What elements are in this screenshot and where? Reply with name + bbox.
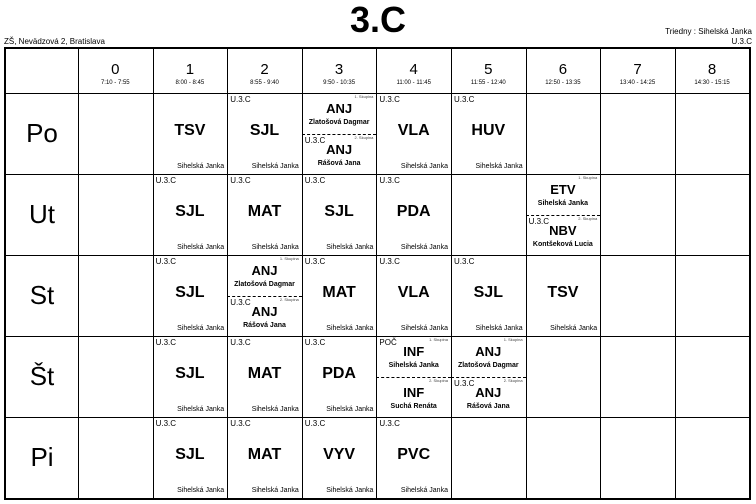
teacher-label: Sihelská Janka [177, 487, 225, 494]
period-number: 5 [484, 61, 493, 78]
group-note: 2. Skupina [354, 134, 374, 140]
subject-label: PVC [397, 446, 431, 463]
group-label: U.3.C [304, 257, 326, 266]
group-label: U.3.C [379, 95, 400, 104]
period-header [451, 49, 526, 93]
teacher-label: Sihelská Janka [251, 244, 299, 251]
teacher-label: Sihelská Janka [326, 406, 374, 413]
teacher-label: Sihelská Janka [326, 244, 374, 251]
group-label: U.3.C [155, 257, 177, 266]
subject-label: VYV [323, 446, 356, 463]
period-number: 3 [334, 61, 344, 78]
lesson-cell[interactable] [302, 336, 377, 417]
lesson-cell[interactable] [376, 336, 451, 417]
group-note: 1. Skupina [578, 175, 598, 180]
teacher-label: Zlatošová Dagmar [457, 362, 519, 369]
period-number: 7 [633, 61, 642, 78]
subject-label: NBV [549, 222, 577, 238]
grid-column-line [600, 49, 601, 498]
subject-label: INF [403, 384, 425, 400]
grid-column-line [675, 49, 676, 498]
group-note: 1. Skupina [503, 337, 523, 342]
group-label: U.3.C [230, 419, 251, 428]
subject-label: VLA [397, 284, 430, 301]
lesson-cell[interactable] [376, 417, 451, 498]
period-header [78, 49, 153, 93]
group-label: U.3.C [379, 419, 400, 428]
lesson-cell[interactable] [227, 255, 302, 336]
period-time: 9:50 - 10:35 [323, 80, 356, 86]
subject-label: SJL [175, 446, 205, 463]
group-label: U.3.C [454, 257, 475, 266]
teacher-label: Sihelská Janka [251, 406, 299, 413]
period-time: 12:50 - 13:35 [545, 80, 581, 86]
teacher-label: Sihelská Janka [400, 244, 448, 251]
lesson-cell[interactable] [227, 174, 302, 255]
teacher-label: Sihelská Janka [177, 163, 225, 170]
group-label: U.3.C [155, 176, 177, 185]
group-note: 1. Skupina [354, 94, 374, 99]
period-time: 7:10 - 7:55 [100, 80, 130, 86]
teacher-label: Sihelská Janka [400, 487, 448, 494]
lesson-cell[interactable] [376, 93, 451, 174]
subject-label: TSV [547, 284, 579, 301]
teacher-label: Sihelská Janka [400, 163, 448, 170]
page-title: 3.C [349, 0, 407, 40]
lesson-cell[interactable] [526, 255, 601, 336]
group-label: U.3.C [379, 257, 400, 266]
subject-label: VLA [397, 122, 430, 139]
period-header [526, 49, 601, 93]
group-note: 2. Skupina [279, 296, 299, 302]
subject-label: ETV [550, 182, 576, 197]
lesson-cell[interactable] [376, 174, 451, 255]
grid-column-line [78, 49, 79, 498]
group-note: 2. Skupina [503, 377, 523, 383]
lesson-cell[interactable] [227, 93, 302, 174]
period-header [302, 49, 377, 93]
group-label: U.3.C [304, 419, 326, 428]
subject-label: ANJ [251, 303, 278, 319]
lesson-cell[interactable] [302, 174, 377, 255]
teacher-label: Suchá Renáta [390, 402, 437, 410]
period-time: 14:30 - 15:15 [694, 80, 730, 86]
day-label: Št [29, 361, 55, 391]
group-note: 1. Skupina [429, 337, 448, 342]
group-label: U.3.C [230, 176, 251, 185]
class-room: U.3.C [731, 37, 752, 46]
teacher-label: Sihelská Janka [326, 487, 374, 494]
teacher-label: Sihelská Janka [550, 325, 598, 332]
subject-label: SJL [249, 122, 280, 139]
lesson-cell[interactable] [376, 255, 451, 336]
subject-label: MAT [322, 284, 356, 301]
teacher-label: Kontšeková Lucia [532, 240, 593, 248]
group-label: U.3.C [454, 378, 475, 388]
lesson-cell[interactable] [227, 417, 302, 498]
class-info [665, 27, 752, 47]
period-header [153, 49, 228, 93]
school-name: ZŠ, Nevädzová 2, Bratislava [4, 37, 105, 46]
period-number: 2 [260, 61, 269, 78]
period-number: 6 [558, 61, 568, 78]
teacher-label: Sihelská Janka [177, 406, 225, 413]
period-header [227, 49, 302, 93]
subject-label: SJL [175, 365, 205, 382]
group-note: 1. Skupina [279, 256, 299, 261]
day-label: Po [26, 118, 58, 148]
subject-label: TSV [174, 122, 206, 139]
group-label: U.3.C [230, 95, 251, 104]
subject-label: SJL [324, 203, 354, 220]
teacher-label: Zlatošová Dagmar [308, 119, 370, 126]
teacher-label: Sihelská Janka [326, 325, 374, 332]
subject-label: PDA [396, 203, 431, 220]
subject-label: HUV [471, 122, 506, 139]
group-label: U.3.C [155, 338, 177, 347]
period-time: 11:55 - 12:40 [470, 80, 506, 86]
teacher-label: Rášová Jana [466, 402, 510, 410]
subject-label: MAT [247, 365, 282, 382]
period-header [376, 49, 451, 93]
lesson-cell[interactable] [153, 255, 228, 336]
group-label: U.3.C [304, 338, 326, 347]
lesson-cell[interactable] [451, 255, 526, 336]
period-time: 11:00 - 11:45 [396, 80, 431, 86]
subject-label: SJL [473, 284, 503, 301]
lesson-cell[interactable] [302, 93, 377, 174]
subject-label: SJL [175, 203, 205, 220]
lesson-cell[interactable] [302, 417, 377, 498]
teacher-label: Sihelská Janka [400, 325, 448, 332]
group-label: U.3.C [304, 135, 326, 145]
period-number: 1 [185, 61, 195, 78]
group-divider [451, 377, 526, 378]
group-divider [302, 134, 377, 135]
lesson-cell[interactable] [227, 336, 302, 417]
group-label: U.3.C [528, 216, 550, 226]
teacher-label: Sihelská Janka [251, 487, 299, 494]
group-label: POČ [379, 338, 397, 347]
timetable-grid [4, 47, 751, 500]
period-time: 13:40 - 14:25 [619, 80, 656, 86]
subject-label: ANJ [326, 141, 353, 157]
subject-label: INF [403, 344, 425, 359]
teacher-label: Zlatošová Dagmar [234, 281, 295, 288]
teacher-label: Sihelská Janka [177, 325, 225, 332]
day-label: Pi [30, 442, 54, 472]
lesson-cell[interactable] [526, 174, 601, 255]
teacher-label: Sihelská Janka [388, 362, 439, 369]
group-note: 2. Skupina [429, 377, 448, 383]
group-label: U.3.C [454, 95, 475, 104]
subject-label: ANJ [326, 101, 353, 116]
period-time: 8:55 - 9:40 [250, 80, 279, 86]
teacher-label: Sihelská Janka [177, 244, 225, 251]
group-label: U.3.C [230, 338, 251, 347]
lesson-cell[interactable] [153, 93, 228, 174]
subject-label: SJL [175, 284, 205, 301]
group-label: U.3.C [304, 176, 326, 185]
subject-label: MAT [247, 203, 282, 220]
lesson-cell[interactable] [451, 93, 526, 174]
lesson-cell[interactable] [302, 255, 377, 336]
subject-label: MAT [247, 446, 282, 463]
group-divider [376, 377, 451, 378]
teacher-label: Rášová Jana [243, 321, 286, 329]
period-header [600, 49, 675, 93]
group-label: U.3.C [155, 419, 177, 428]
day-label: St [29, 280, 55, 310]
period-number: 4 [409, 61, 418, 78]
subject-label: ANJ [475, 384, 502, 400]
lesson-cell[interactable] [451, 336, 526, 417]
teacher-label: Sihelská Janka [475, 325, 523, 332]
teacher-label: Rášová Jana [317, 159, 361, 167]
lesson-cell[interactable] [153, 336, 228, 417]
group-divider [227, 296, 302, 297]
day-label: Ut [29, 199, 55, 229]
teacher-label: Sihelská Janka [537, 200, 588, 207]
teacher-label: Sihelská Janka [251, 163, 299, 170]
group-note: 2. Skupina [578, 215, 598, 221]
period-header [675, 49, 750, 93]
subject-label: PDA [322, 365, 356, 382]
period-number: 0 [111, 61, 120, 78]
group-label: U.3.C [379, 176, 400, 185]
lesson-cell[interactable] [153, 174, 228, 255]
subject-label: ANJ [251, 263, 278, 278]
period-time: 8:00 - 8:45 [175, 80, 205, 86]
lesson-cell[interactable] [153, 417, 228, 498]
class-teacher: Triedny : Sihelská Janka [665, 27, 752, 36]
period-number: 8 [707, 61, 717, 78]
group-label: U.3.C [230, 297, 251, 307]
group-divider [526, 215, 601, 216]
subject-label: ANJ [475, 344, 502, 359]
teacher-label: Sihelská Janka [475, 163, 523, 170]
